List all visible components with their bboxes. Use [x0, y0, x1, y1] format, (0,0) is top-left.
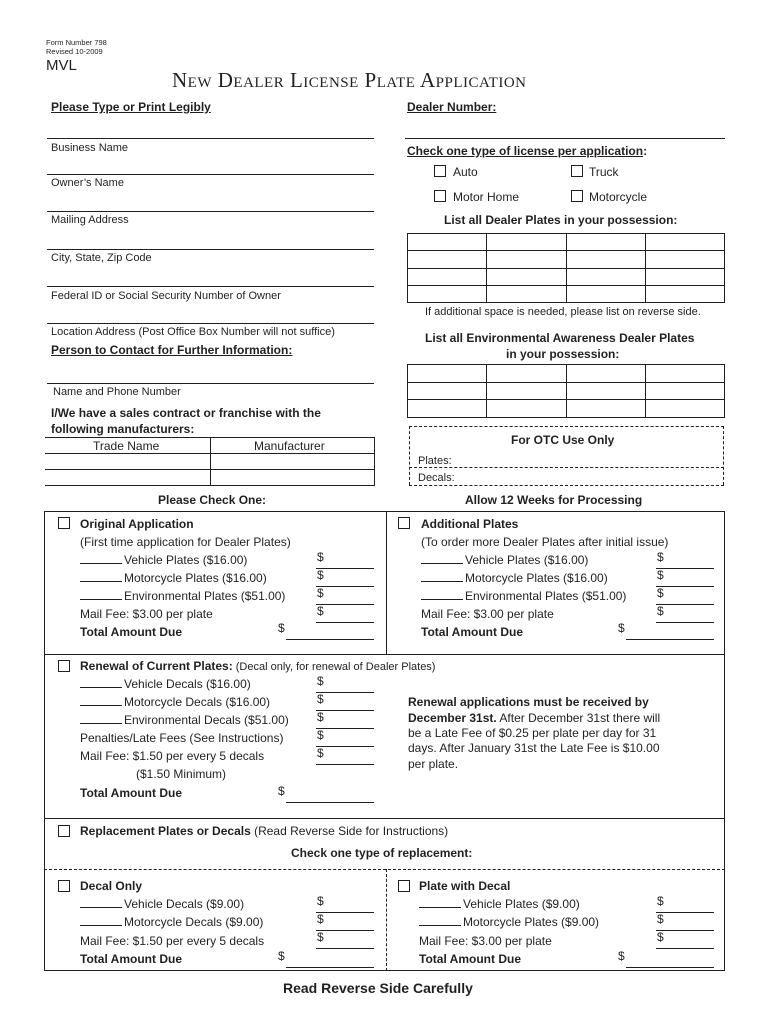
- manufacturer-input[interactable]: [211, 454, 374, 468]
- amount-field[interactable]: [316, 716, 374, 729]
- plate-cell[interactable]: [487, 251, 566, 268]
- section-divider: [44, 818, 725, 819]
- otc-border: [409, 426, 410, 485]
- original-total-label: Total Amount Due: [80, 625, 182, 639]
- env-plate-cell[interactable]: [487, 400, 566, 418]
- dollar-sign: $: [278, 784, 285, 798]
- original-application-checkbox[interactable]: [58, 517, 70, 529]
- mailing-address-label: Mailing Address: [51, 214, 129, 226]
- print-notice: Please Type or Print Legibly: [51, 100, 211, 114]
- original-environmental-label: Environmental Plates ($51.00): [124, 589, 286, 603]
- env-plate-cell[interactable]: [487, 365, 566, 383]
- dollar-sign: $: [317, 710, 324, 724]
- amount-field[interactable]: [316, 680, 374, 693]
- dollar-sign: $: [278, 621, 285, 635]
- replacement-title: Replacement Plates or Decals: [80, 824, 251, 838]
- additional-vehicle-label: Vehicle Plates ($16.00): [465, 553, 589, 567]
- replacement-heading: [80, 824, 448, 838]
- contact-heading: Person to Contact for Further Information:: [51, 343, 293, 357]
- page-title: New Dealer License Plate Application: [172, 68, 527, 92]
- env-plate-cell[interactable]: [408, 382, 487, 400]
- section-divider: [386, 511, 387, 654]
- replacement-title-note: (Read Reverse Side for Instructions): [250, 824, 449, 838]
- dollar-sign: $: [317, 728, 324, 742]
- decal-only-checkbox[interactable]: [58, 880, 70, 892]
- form-number: Form Number 798: [46, 38, 107, 47]
- dollar-sign: $: [657, 568, 664, 582]
- dollar-sign: $: [317, 586, 324, 600]
- additional-total-field[interactable]: [626, 627, 714, 640]
- additional-motorcycle-label: Motorcycle Plates ($16.00): [465, 571, 608, 585]
- renewal-note-1: Renewal applications must be received by: [408, 695, 649, 709]
- license-type-heading: [407, 144, 647, 158]
- renewal-title: Renewal of Current Plates:: [80, 659, 233, 673]
- amount-field[interactable]: [656, 592, 714, 605]
- dollar-sign: $: [618, 949, 625, 963]
- processing-notice: Allow 12 Weeks for Processing: [465, 493, 643, 507]
- plate-cell[interactable]: [645, 251, 724, 268]
- qty-blank[interactable]: [80, 677, 122, 688]
- original-sub: (First time application for Dealer Plates): [80, 535, 291, 549]
- plate-cell[interactable]: [645, 234, 724, 251]
- additional-sub: (To order more Dealer Plates after initial issue): [421, 535, 669, 549]
- qty-blank[interactable]: [80, 553, 122, 564]
- renewal-penalties: Penalties/Late Fees (See Instructions): [80, 731, 284, 745]
- decal-motorcycle-label: Motorcycle Decals ($9.00): [124, 915, 264, 929]
- otc-border: [723, 426, 724, 485]
- renewal-vehicle-row: [80, 677, 251, 691]
- env-plate-cell[interactable]: [645, 382, 724, 400]
- plate-vehicle-label: Vehicle Plates ($9.00): [463, 897, 580, 911]
- dollar-sign: $: [317, 746, 324, 760]
- plate-cell[interactable]: [487, 268, 566, 285]
- plate-vehicle-row: [419, 897, 580, 911]
- business-name-line[interactable]: [47, 138, 374, 139]
- otc-border: [409, 426, 724, 427]
- original-title: Original Application: [80, 517, 194, 531]
- decal-vehicle-row: [80, 897, 244, 911]
- dollar-sign: $: [657, 894, 664, 908]
- truck-label: Truck: [589, 165, 619, 179]
- mailing-address-line[interactable]: [47, 211, 374, 212]
- plate-cell[interactable]: [566, 234, 645, 251]
- qty-blank[interactable]: [80, 589, 122, 600]
- qty-blank[interactable]: [80, 897, 122, 908]
- original-vehicle-row: [80, 553, 247, 567]
- qty-blank[interactable]: [421, 589, 463, 600]
- federal-id-line[interactable]: [47, 286, 374, 287]
- decal-mail-fee: Mail Fee: $1.50 per every 5 decals: [80, 934, 265, 948]
- amount-field[interactable]: [316, 592, 374, 605]
- owner-name-line[interactable]: [47, 174, 374, 175]
- env-plate-cell[interactable]: [408, 400, 487, 418]
- plate-cell[interactable]: [645, 285, 724, 302]
- dollar-sign: $: [317, 550, 324, 564]
- renewal-title-note: (Decal only, for renewal of Dealer Plates): [232, 661, 436, 673]
- dollar-sign: $: [317, 674, 324, 688]
- additional-environmental-label: Environmental Plates ($51.00): [465, 589, 627, 603]
- decal-motorcycle-row: [80, 915, 263, 929]
- location-address-label: Location Address (Post Office Box Number will not suffice): [51, 326, 335, 338]
- renewal-environmental-row: [80, 713, 289, 727]
- renewal-note-5: per plate.: [408, 757, 459, 771]
- section-divider-dashed: [44, 869, 725, 870]
- col-trade-name: Trade Name: [93, 439, 160, 453]
- decal-total-field[interactable]: [286, 955, 374, 968]
- renewal-checkbox[interactable]: [58, 660, 70, 672]
- original-environmental-row: [80, 589, 285, 603]
- contact-line[interactable]: [47, 383, 374, 384]
- additional-total-label: Total Amount Due: [421, 625, 523, 639]
- motorcycle-label: Motorcycle: [589, 190, 648, 204]
- renewal-motorcycle-label: Motorcycle Decals ($16.00): [124, 695, 271, 709]
- amount-field[interactable]: [316, 610, 374, 623]
- renewal-heading: [80, 659, 435, 673]
- dollar-sign: $: [618, 621, 625, 635]
- qty-blank[interactable]: [80, 915, 122, 926]
- amount-field[interactable]: [316, 574, 374, 587]
- federal-id-label: Federal ID or Social Security Number of Owner: [51, 290, 281, 302]
- additional-vehicle-row: [421, 553, 588, 567]
- amount-field[interactable]: [316, 918, 374, 931]
- otc-border: [409, 467, 724, 468]
- reverse-note: If additional space is needed, please list on reverse side.: [425, 306, 701, 318]
- renewal-motorcycle-row: [80, 695, 270, 709]
- original-total-field[interactable]: [286, 627, 374, 640]
- amount-field[interactable]: [656, 610, 714, 623]
- revised-date: Revised 10-2009: [46, 47, 103, 56]
- check-one-heading: Please Check One:: [158, 493, 267, 507]
- additional-motorcycle-row: [421, 571, 608, 585]
- plate-decal-title: Plate with Decal: [419, 879, 511, 893]
- franchise-text-2: following manufacturers:: [51, 422, 195, 436]
- plate-motorcycle-label: Motorcycle Plates ($9.00): [463, 915, 600, 929]
- amount-field[interactable]: [656, 918, 714, 931]
- dollar-sign: $: [317, 604, 324, 618]
- env-plates-grid: [407, 364, 725, 418]
- section-divider: [44, 654, 725, 655]
- amount-field[interactable]: [656, 556, 714, 569]
- dollar-sign: $: [317, 930, 324, 944]
- renewal-note-2-rest: After December 31st there will: [496, 711, 661, 725]
- qty-blank[interactable]: [421, 571, 463, 582]
- plate-total-label: Total Amount Due: [419, 952, 521, 966]
- plate-cell[interactable]: [408, 251, 487, 268]
- original-mail-fee: Mail Fee: $3.00 per plate: [80, 607, 213, 621]
- plate-with-decal-checkbox[interactable]: [398, 880, 410, 892]
- contact-label: Name and Phone Number: [53, 386, 181, 398]
- section-divider-dashed: [386, 869, 387, 971]
- owner-name-label: Owner’s Name: [51, 177, 124, 189]
- env-plate-cell[interactable]: [408, 365, 487, 383]
- additional-plates-checkbox[interactable]: [398, 517, 410, 529]
- motor-home-label: Motor Home: [453, 190, 520, 204]
- dollar-sign: $: [317, 568, 324, 582]
- otc-title: For OTC Use Only: [511, 433, 615, 447]
- plate-cell[interactable]: [645, 268, 724, 285]
- franchise-row-line: [45, 469, 375, 470]
- qty-blank[interactable]: [421, 553, 463, 564]
- plate-cell[interactable]: [487, 285, 566, 302]
- dollar-sign: $: [657, 550, 664, 564]
- additional-mail-fee: Mail Fee: $3.00 per plate: [421, 607, 554, 621]
- truck-checkbox[interactable]: [571, 165, 583, 177]
- dollar-sign: $: [657, 586, 664, 600]
- city-state-zip-line[interactable]: [47, 249, 374, 250]
- plate-cell[interactable]: [408, 285, 487, 302]
- amount-field[interactable]: [656, 574, 714, 587]
- motor-home-checkbox[interactable]: [434, 190, 446, 202]
- original-motorcycle-label: Motorcycle Plates ($16.00): [124, 571, 267, 585]
- decal-vehicle-label: Vehicle Decals ($9.00): [124, 897, 245, 911]
- renewal-note-3: be a Late Fee of $0.25 per plate per day for 31: [408, 726, 657, 740]
- amount-field[interactable]: [656, 900, 714, 913]
- amount-field[interactable]: [316, 752, 374, 765]
- qty-blank[interactable]: [80, 695, 122, 706]
- renewal-note-2: [408, 711, 660, 725]
- license-type-text: Check one type of license per application: [407, 144, 644, 158]
- original-motorcycle-row: [80, 571, 267, 585]
- qty-blank[interactable]: [80, 713, 122, 724]
- env-plates-heading-1: List all Environmental Awareness Dealer Plates: [425, 331, 695, 345]
- renewal-deadline: December 31st.: [408, 711, 497, 725]
- replacement-type-heading: Check one type of replacement:: [291, 846, 473, 860]
- plate-cell[interactable]: [566, 251, 645, 268]
- dealer-number-line[interactable]: [405, 138, 725, 139]
- business-name-label: Business Name: [51, 142, 129, 154]
- env-plate-cell[interactable]: [645, 365, 724, 383]
- env-plates-heading-2: in your possession:: [506, 347, 620, 361]
- amount-field[interactable]: [316, 698, 374, 711]
- renewal-mail-fee: Mail Fee: $1.50 per every 5 decals: [80, 749, 265, 763]
- otc-decals-label: Decals:: [418, 472, 455, 484]
- replacement-checkbox[interactable]: [58, 825, 70, 837]
- amount-field[interactable]: [656, 936, 714, 949]
- agency-code: MVL: [46, 57, 77, 74]
- otc-border: [409, 485, 724, 486]
- dollar-sign: $: [657, 912, 664, 926]
- auto-label: Auto: [453, 165, 478, 179]
- plate-cell[interactable]: [408, 268, 487, 285]
- footer-notice: Read Reverse Side Carefully: [283, 980, 473, 996]
- dollar-sign: $: [657, 930, 664, 944]
- motorcycle-checkbox[interactable]: [571, 190, 583, 202]
- plate-motorcycle-row: [419, 915, 599, 929]
- qty-blank[interactable]: [419, 897, 461, 908]
- env-plate-cell[interactable]: [566, 382, 645, 400]
- dollar-sign: $: [317, 912, 324, 926]
- dealer-number-label: Dealer Number:: [407, 100, 497, 114]
- amount-field[interactable]: [316, 734, 374, 747]
- env-plate-cell[interactable]: [487, 382, 566, 400]
- amount-field[interactable]: [316, 900, 374, 913]
- plate-cell[interactable]: [566, 268, 645, 285]
- additional-title: Additional Plates: [421, 517, 519, 531]
- env-plate-cell[interactable]: [566, 400, 645, 418]
- dealer-plates-grid: [407, 233, 725, 303]
- qty-blank[interactable]: [80, 571, 122, 582]
- amount-field[interactable]: [316, 556, 374, 569]
- renewal-environmental-label: Environmental Decals ($51.00): [124, 713, 289, 727]
- location-address-line[interactable]: [47, 323, 374, 324]
- dollar-sign: $: [317, 894, 324, 908]
- original-vehicle-label: Vehicle Plates ($16.00): [124, 553, 248, 567]
- dealer-plates-heading: List all Dealer Plates in your possession:: [444, 213, 678, 227]
- license-type-colon: :: [643, 144, 648, 158]
- additional-environmental-row: [421, 589, 626, 603]
- renewal-total-field[interactable]: [286, 790, 374, 803]
- renewal-minimum: ($1.50 Minimum): [136, 767, 227, 781]
- amount-field[interactable]: [316, 936, 374, 949]
- renewal-vehicle-label: Vehicle Decals ($16.00): [124, 677, 251, 691]
- col-manufacturer: Manufacturer: [254, 439, 325, 453]
- env-plate-cell[interactable]: [645, 400, 724, 418]
- dollar-sign: $: [278, 949, 285, 963]
- decal-only-title: Decal Only: [80, 879, 143, 893]
- qty-blank[interactable]: [419, 915, 461, 926]
- auto-checkbox[interactable]: [434, 165, 446, 177]
- plate-cell[interactable]: [408, 234, 487, 251]
- plate-cell[interactable]: [487, 234, 566, 251]
- plate-cell[interactable]: [566, 285, 645, 302]
- trade-name-input[interactable]: [46, 454, 209, 468]
- plate-mail-fee: Mail Fee: $3.00 per plate: [419, 934, 552, 948]
- env-plate-cell[interactable]: [566, 365, 645, 383]
- otc-plates-label: Plates:: [418, 455, 452, 467]
- renewal-note-4: days. After January 31st the Late Fee is $10.00: [408, 741, 660, 755]
- plate-total-field[interactable]: [626, 955, 714, 968]
- decal-total-label: Total Amount Due: [80, 952, 182, 966]
- franchise-text-1: I/We have a sales contract or franchise with the: [51, 406, 321, 420]
- city-state-zip-label: City, State, Zip Code: [51, 252, 152, 264]
- dollar-sign: $: [317, 692, 324, 706]
- dollar-sign: $: [657, 604, 664, 618]
- renewal-total-label: Total Amount Due: [80, 786, 182, 800]
